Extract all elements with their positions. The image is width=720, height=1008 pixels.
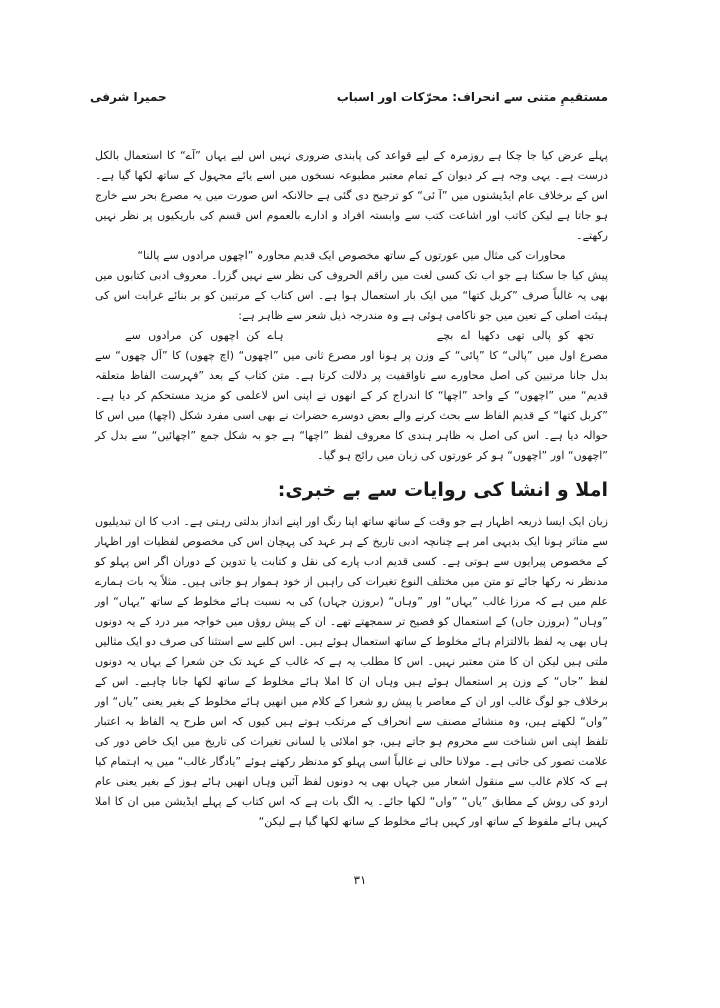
header-title: مستقیمِ متنی سے انحراف: محرّکات اور اسباب xyxy=(336,90,608,104)
body-text xyxy=(95,146,608,832)
paragraph: زبان ایک ایسا ذریعہ اظہار ہے جو وقت کے ساتھ ساتھ اپنا رنگ اور اپنے انداز بدلتی رہتی ہے۔ ادب کا ان تبدیلیوں سے متاثر ہونا ایک بدیہی امر ہے چنانچہ ادبی تاریخ کے ہر عہد کی پہچان اس کی مخصوص لفظیات اور اظہار کے مخصوص پیرایوں سے ہوتی ہے۔ کسی قدیم ادب پارے کی نقل و کتابت یا تدوین کے دوران اگر اس پہلو کو مدنظر نہ رکھا جائے تو متن میں مختلف النوع تغیرات کی راہیں از خود ہموار ہو جاتی ہیں۔ مثلاً یہ بات ہمارے علم میں ہے کہ مرزا غالب ”یہاں“ اور ”وہاں“ (بروزن جہاں) کی بہ نسبت ہائے مخلوط کے ساتھ ”یہاں“ اور ”وہاں“ (بروزن جاں) کے استعمال کو فصیح تر سمجھتے تھے۔ ان کے پیش روؤں میں خواجہ میر درد کے یہ دونوں ہاں بھی یہ لفظ بالالتزام ہائے مخلوط کے ساتھ استعمال ہوئے ہیں۔ اس کلیے سے استثنا کی صرف دو ایک مثالیں ملتی ہیں لیکن ان کا متن معتبر نہیں۔ اس کا مطلب یہ ہے کہ غالب کے عہد تک جن شعرا کے یہاں یہ دونوں لفظ ”جاں“ کے وزن پر استعمال ہوئے ہیں وہاں ان کا املا ہائے مخلوط کے ساتھ لکھا جانا چاہیے۔ اس کے برخلاف جو لوگ غالب اور ان کے معاصر یا پیش رو شعرا کے کلام میں انھیں ہائے مخلوط کے بغیر یعنی ”یاں“ اور ”واں“ لکھتے ہیں، وہ منشائے مصنف سے انحراف کے مرتکب ہوتے ہیں کیوں کہ اس طرح یہ الفاظ بہ اعتبار تلفظ اپنی اس شناخت سے محروم ہو جاتے ہیں، جو املائی یا لسانی تغیرات کی تاریخ میں ایک خاص دور کی علامت تصور کی جاتی ہے۔ مولانا حالی نے غالباً اسی پہلو کو مدنظر رکھتے ہوئے ”یادگار غالب“ میں یہ اہتمام کیا ہے کہ کلام غالب سے منقول اشعار میں جہاں بھی یہ دونوں لفظ آئیں وہاں انھیں ہائے ہوز کے بغیر یعنی عام اردو کی روش کے مطابق ”یاں“ ”واں“ لکھا جائے۔ یہ الگ بات ہے کہ اس کتاب کے پہلے ایڈیشن میں ان کا املا کہیں ہائے ملفوظ کے ساتھ اور کہیں ہائے مخلوط کے ساتھ لکھا گیا ہے لیکن“ xyxy=(95,515,608,828)
header-author: حمیرا شرفی xyxy=(90,90,167,104)
idiom-line: محاورات کی مثال میں عورتوں کے ساتھ مخصوص ایک قدیم محاورہ ”اچھوں مرادوں سے پالنا“ xyxy=(137,249,566,262)
verse-couplet xyxy=(95,326,608,346)
paragraph: پہلے عرض کیا جا چکا ہے روزمرہ کے لیے قواعد کی پابندی ضروری نہیں اس لیے یہاں ”آے“ کا استعمال بالکل درست ہے۔ یہی وجہ ہے کر دیوان کے تمام معتبر مطبوعہ نسخوں میں اسے یائے مجہول کے ساتھ لکھا گیا ہے۔ اس کے برخلاف عام ایڈیشنوں میں ”آ ئی“ کو ترجیح دی گئی ہے حالانکہ اس صورت میں یہ مصرع بحر سے خارج ہو جاتا ہے لیکن کاتب اور اشاعت کتب سے وابستہ افراد و ادارے بالعموم اس قسم کی باریکیوں پر نظر نہیں رکھتے۔ xyxy=(95,149,608,242)
verse-hemistich-1: تجھ کو پالی تھی دکھیا اے بچے xyxy=(436,329,594,342)
running-header xyxy=(90,90,608,104)
section-heading: املا و انشا کی روایات سے بے خبری: xyxy=(277,479,608,501)
paragraph: مصرع اول میں ”پالی“ کا ”پائی“ کے وزن پر ہونا اور مصرع ثانی میں ”اچھوں“ (اچ چھوں) کا ”اَل چھوں“ سے بدل جانا مرتبین کی اصل محاورے سے ناواقفیت پر دلالت کرتا ہے۔ متن کتاب کے بعد ”فہرست الفاظ متعلقہ قدیم“ میں ”اچھوں“ کے واحد ”اچھا“ کا اندراج کر کے انھوں نے اپنی اس لاعلمی کو مزید مستحکم کر دیا ہے۔ ”کربل کتھا“ کے قدیم الفاظ سے بحث کرنے والے بعض دوسرے حضرات نے بھی اسی مفرد شکل (اچھا) میں اس کا حوالہ دیا ہے۔ اس کی اصل بہ ظاہر ہندی کا معروف لفظ ”اچھا“ ہے جو بہ شکل جمع ”اچھائیں“ سے بدل کر ”اچھوں“ اور ”اچھوں“ ہو کر عورتوں کی زبان میں رائج ہو گیا۔ xyxy=(95,349,608,462)
paragraph: پیش کیا جا سکتا ہے جو اب تک کسی لغت میں راقم الحروف کی نظر سے نہیں گزرا۔ معروف ادبی کتابوں میں بھی یہ غالباً صرف ”کربل کتھا“ میں ایک بار استعمال ہوا ہے۔ اس کتاب کے مرتبین کو بر بنائے غرابت اس کی ہیئت اصلی کے تعین میں جو ناکامی ہوئی ہے وہ مندرجہ ذیل شعر سے ظاہر ہے: xyxy=(95,269,608,322)
page-number: ۳۱ xyxy=(353,873,367,887)
verse-hemistich-2: ہاے کن اچھوں کن مرادوں سے xyxy=(125,329,284,342)
